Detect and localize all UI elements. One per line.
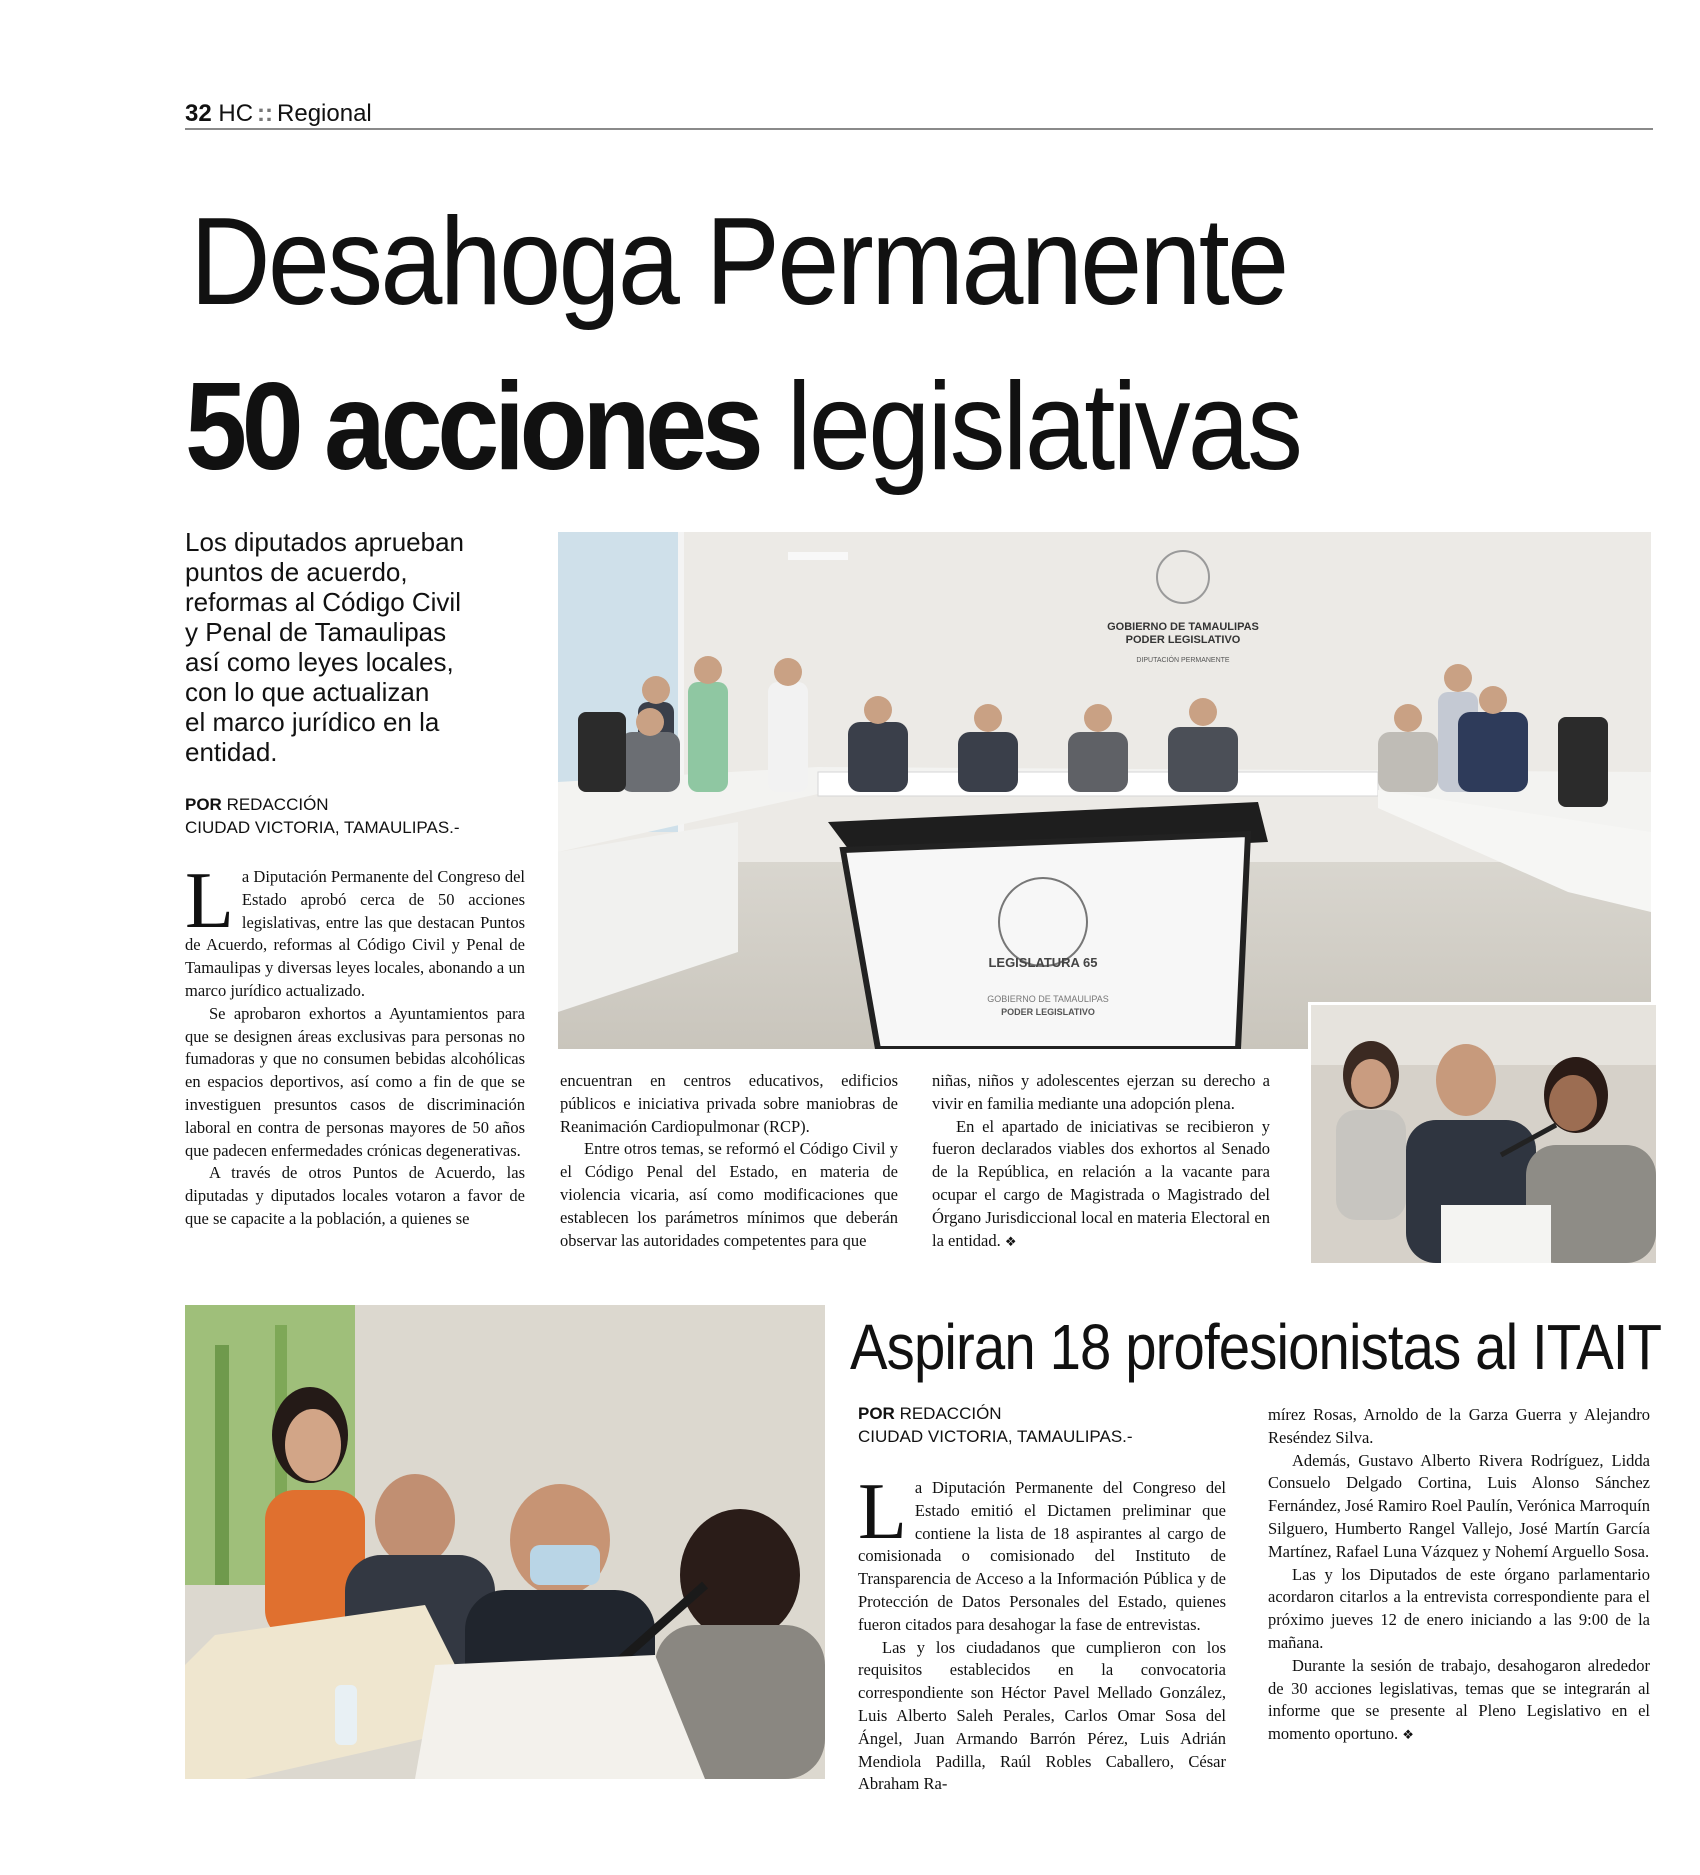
screen-text-2: GOBIERNO DE TAMAULIPAS bbox=[987, 994, 1109, 1004]
paragraph: Las y los ciudadanos que cumplieron con los requisitos establecidos en la convocatoria correspondiente son Héctor Pavel Mellado González, Luis Alberto Saleh Perales, Carlos Omar Sosa del Ángel, Juan Armando Barrón Pérez, Luis Adrián Mendiola Padilla, Raúl Robles Caballero, César Abraham Ra- bbox=[858, 1637, 1226, 1794]
folio-separator: :: bbox=[257, 100, 274, 127]
paragraph: a Diputación Permanente del Congreso del Estado aprobó cerca de 50 acciones legislativas, entre las que destacan Puntos de Acuerdo, reformas al Código Civil y Penal de Tamaulipas y diversas leyes locales, abonando a un marco jurídico actualizado. bbox=[185, 867, 525, 1000]
photo-deputies-reviewing-documents bbox=[185, 1305, 825, 1779]
photo-illustration bbox=[558, 532, 1651, 1049]
paragraph: Las y los Diputados de este órgano parlamentario acordaron citarlos a la entrevista correspondiente para el próximo jueves 12 de enero iniciando a las 9:00 de la mañana. bbox=[1268, 1564, 1650, 1652]
headline-line-1: Desahoga Permanente bbox=[190, 193, 1287, 331]
byline-location: CIUDAD VICTORIA, TAMAULIPAS.- bbox=[858, 1427, 1133, 1446]
drop-cap: L bbox=[185, 857, 234, 945]
paragraph: a Diputación Permanente del Congreso del Estado emitió el Dictamen preliminar que contiene la lista de 18 aspirantes al cargo de comisionada o comisionado del Instituto de Transparencia de Acceso a la Información Pública y de Protección de Datos Personales del Estado, quienes fueron citados para desahogar la fase de entrevistas. bbox=[858, 1478, 1226, 1634]
headline-rest: legislativas bbox=[758, 358, 1301, 496]
paragraph: Además, Gustavo Alberto Rivera Rodríguez, Lidda Consuelo Delgado Cortina, Luis Alonso Sánchez Fernández, José Ramiro Roel Paulín, Verónica Marroquín Silguero, Humberto Rangel Vallejo, José Martín García Martínez, Rafael Luna Vázquez y Nohemí Arguello Sosa. bbox=[1268, 1450, 1650, 1561]
page-number: 32 bbox=[185, 100, 212, 127]
deck-line: con lo que actualizan bbox=[185, 677, 430, 707]
article-column-2 bbox=[560, 1070, 898, 1252]
byline-por: POR bbox=[185, 795, 222, 814]
deck-line: reformas al Código Civil bbox=[185, 587, 461, 617]
byline-author: REDACCIÓN bbox=[221, 795, 329, 814]
end-mark-icon: ❖ bbox=[1004, 1234, 1017, 1250]
section-name: Regional bbox=[277, 100, 372, 127]
sign-text-2: PODER LEGISLATIVO bbox=[1125, 634, 1241, 646]
paragraph: niñas, niños y adolescentes ejerzan su derecho a vivir en familia mediante una adopción plena. bbox=[932, 1071, 1270, 1113]
deck-line: así como leyes locales, bbox=[185, 647, 454, 677]
paragraph: A través de otros Puntos de Acuerdo, las diputadas y diputados locales votaron a favor de que se capacite a la población, a quienes se bbox=[185, 1163, 525, 1228]
publication-name: HC bbox=[218, 100, 254, 127]
headline-bold: 50 acciones bbox=[185, 358, 759, 496]
headline-itait: Aspiran 18 profesionistas al ITAIT bbox=[850, 1311, 1662, 1383]
paragraph: Durante la sesión de trabajo, desahogaron alrededor de 30 acciones legislativas, temas que se integrarán al informe que se presente al Pleno Legislativo en el momento oportuno. bbox=[1268, 1655, 1650, 1744]
paragraph: En el apartado de iniciativas se recibieron y fueron declarados viables dos exhortos al Senado de la República, en relación a la vacante para ocupar el cargo de Magistrada o Magistrado del Órgano Jurisdiccional local en materia Electoral en la entidad. bbox=[932, 1116, 1270, 1250]
article-column-3 bbox=[932, 1070, 1270, 1254]
deck-line: puntos de acuerdo, bbox=[185, 557, 408, 587]
page-folio bbox=[185, 100, 372, 128]
photo-legislative-session bbox=[558, 532, 1651, 1049]
article-2-column-1 bbox=[858, 1468, 1226, 1796]
deck-line: Los diputados aprueban bbox=[185, 527, 465, 557]
deck-line: y Penal de Tamaulipas bbox=[185, 617, 447, 647]
paragraph: mírez Rosas, Arnoldo de la Garza Guerra y Alejandro Reséndez Silva. bbox=[1268, 1405, 1650, 1447]
byline-author: REDACCIÓN bbox=[894, 1404, 1002, 1423]
byline-por: POR bbox=[858, 1404, 895, 1423]
photo-illustration bbox=[185, 1305, 825, 1779]
sign-text-1: GOBIERNO DE TAMAULIPAS bbox=[1107, 621, 1259, 633]
paragraph: Se aprobaron exhortos a Ayuntamientos para que se designen áreas exclusivas para personas no fumadoras y que no consumen bebidas alcohólicas en espacios deportivos, así como a fin de que se investiguen presuntos casos de discriminación laboral en contra de personas mayores de 50 años que padecen enfermedades crónicas degenerativas. bbox=[185, 1003, 525, 1160]
photo-deputies-closeup bbox=[1308, 1002, 1656, 1263]
deck-line: entidad. bbox=[185, 737, 278, 767]
screen-text-3: PODER LEGISLATIVO bbox=[1001, 1007, 1095, 1017]
header-rule bbox=[185, 128, 1653, 130]
byline-location: CIUDAD VICTORIA, TAMAULIPAS.- bbox=[185, 818, 460, 837]
drop-cap: L bbox=[858, 1468, 907, 1556]
article-column-1 bbox=[185, 857, 525, 1231]
paragraph: encuentran en centros educativos, edificios públicos e iniciativa privada sobre maniobras de Reanimación Cardiopulmonar (RCP). bbox=[560, 1071, 898, 1136]
headline-line-2 bbox=[185, 358, 1301, 496]
article-byline bbox=[185, 793, 460, 839]
deck-line: el marco jurídico en la bbox=[185, 707, 440, 737]
article-deck bbox=[185, 527, 545, 767]
photo-illustration bbox=[1311, 1005, 1656, 1263]
sign-text-3: DIPUTACIÓN PERMANENTE bbox=[1136, 657, 1230, 664]
screen-text-1: LEGISLATURA 65 bbox=[988, 955, 1098, 970]
paragraph: Entre otros temas, se reformó el Código Civil y el Código Penal del Estado, en materia de violencia vicaria, así como modificaciones que establecen los parámetros mínimos que deberán observar las autoridades competentes para que bbox=[560, 1139, 898, 1250]
end-mark-icon: ❖ bbox=[1402, 1728, 1414, 1744]
article-2-column-2 bbox=[1268, 1404, 1650, 1748]
article-byline bbox=[858, 1402, 1133, 1448]
